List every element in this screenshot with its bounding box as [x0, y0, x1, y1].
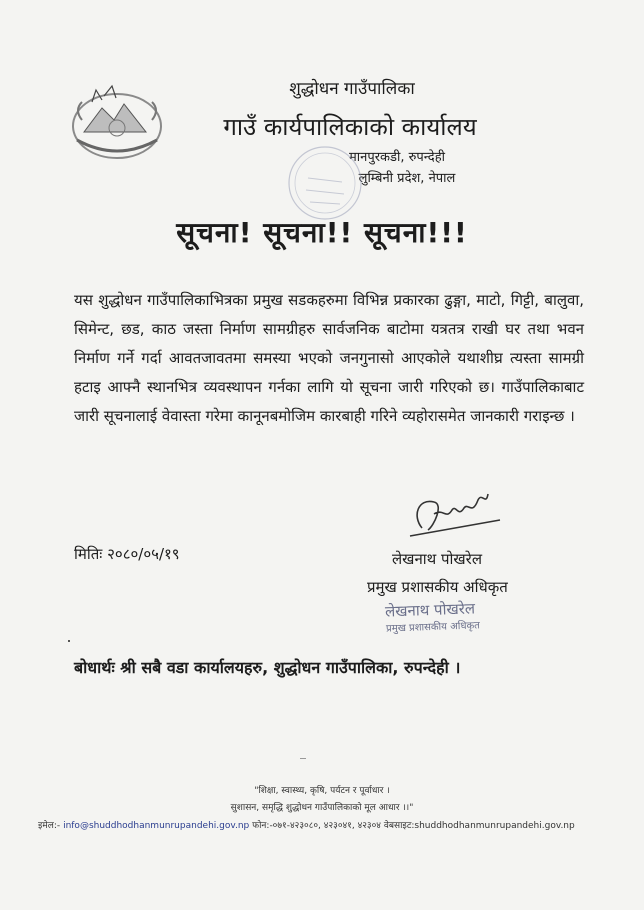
footer-motto-1: "शिक्षा, स्वास्थ्य, कृषि, पर्यटन र पूर्वाधार । [254, 786, 390, 796]
municipality-name: शुद्धोधन गाउँपालिका [289, 79, 415, 99]
signatory-stamp-name: लेखनाथ पोखरेल [384, 599, 476, 621]
address-line-1: मानपुरकडी, रुपन्देही [349, 150, 445, 165]
signatory-title: प्रमुख प्रशासकीय अधिकृत [367, 578, 508, 596]
email-link[interactable]: info@shuddhodhanmunrupandehi.gov.np [63, 821, 250, 831]
email-label: इमेल:- [38, 821, 61, 831]
footer-contact [38, 818, 638, 831]
footer-motto-2: सुशासन, समृद्धि शुद्धोधन गाउँपालिकाको मूल आधार ।।" [230, 803, 414, 813]
signature-icon [400, 486, 510, 546]
cc-line: बोधार्थः श्री सबै वडा कार्यालयहरु, शुद्धोधन गाउँपालिका, रुपन्देही । [74, 658, 461, 677]
website-label: वेबसाइट: [383, 821, 415, 831]
website-link[interactable]: shuddhodhanmunrupandehi.gov.np [414, 821, 575, 831]
page-mark [68, 640, 70, 642]
office-name: गाउँ कार्यपालिकाको कार्यालय [223, 113, 477, 141]
notice-title: सूचना! सूचना!! सूचना!!! [176, 216, 468, 249]
notice-date: मितिः २०८०/०५/१९ [74, 545, 180, 563]
notice-body: यस शुद्धोधन गाउँपालिकाभित्रका प्रमुख सडकहरुमा विभिन्न प्रकारका ढुङ्गा, माटो, गिट्टी, बालुवा, सिमेन्ट, छड, काठ जस्ता निर्माण सामग्रीहरु सार्वजनिक बाटोमा यत्रतत्र राखी घर तथा भवन निर्माण गर्ने गर्दा आवतजावतमा समस्या भएको जनगुनासो आएकोले यथाशीघ्र त्यस्ता सामग्री हटाइ आफ्नै स्थानभित्र व्यवस्थापन गर्नका लागि यो सूचना जारी गरिएको छ। गाउँपालिकाबाट जारी सूचनालाई वेवास्ता गरेमा कानूनबमोजिम कारबाही गरिने व्यहोरासमेत जानकारी गराइन्छ । [74, 291, 584, 425]
address-line-2: लुम्बिनी प्रदेश, नेपाल [358, 171, 456, 186]
signatory-name: लेखनाथ पोखरेल [392, 550, 482, 568]
page-mark-2 [300, 758, 306, 763]
phone-numbers: फोन:-०७१-४२३०८०, ४२३०४१, ४२३०४ [252, 821, 381, 831]
signatory-stamp-title: प्रमुख प्रशासकीय अधिकृत [385, 620, 481, 635]
